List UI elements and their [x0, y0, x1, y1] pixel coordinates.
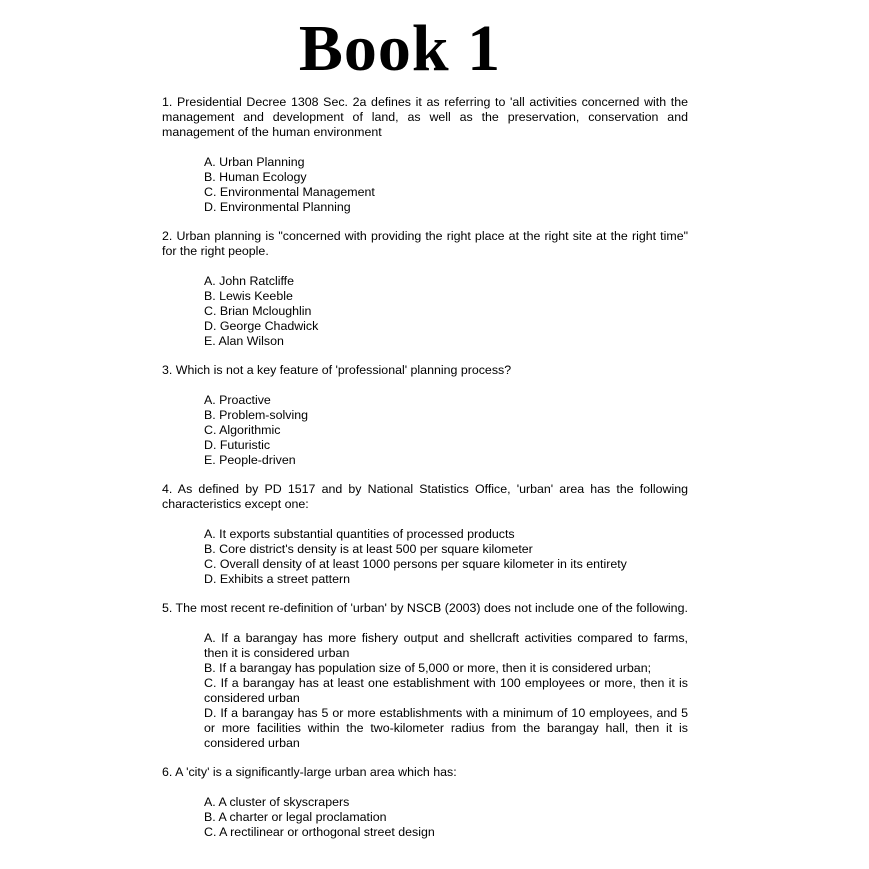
- option-c: C. Overall density of at least 1000 persons per square kilometer in its entirety: [204, 556, 627, 571]
- option-c: C. Algorithmic: [204, 422, 281, 437]
- option-d: D. Exhibits a street pattern: [204, 571, 351, 586]
- option-a: A. It exports substantial quantities of processed products: [204, 526, 515, 541]
- question-text: 6. A 'city' is a significantly-large urban area which has:: [162, 765, 457, 779]
- option-a: A. Urban Planning: [204, 154, 305, 169]
- option-a: A. If a barangay has more fishery output and shellcraft activities compared to farms, then it is considered urban: [204, 630, 688, 660]
- page-title: Book 1: [298, 12, 502, 85]
- option-c: C. Environmental Management: [204, 184, 375, 199]
- option-list: [162, 393, 688, 468]
- question-4: [162, 482, 688, 587]
- option-d: D. Environmental Planning: [204, 199, 351, 214]
- option-b: B. Lewis Keeble: [204, 288, 293, 303]
- option-d: D. If a barangay has 5 or more establishments with a minimum of 10 employees, and 5 or more facilities within the two-kilometer radius from the barangay hall, then it is considered urban: [204, 705, 688, 750]
- question-5: [162, 601, 688, 751]
- option-b: B. If a barangay has population size of 5,000 or more, then it is considered urban;: [204, 660, 652, 675]
- question-text: 5. The most recent re-definition of 'urban' by NSCB (2003) does not include one of the following.: [162, 601, 688, 615]
- option-list: [162, 527, 688, 587]
- option-list: [162, 155, 688, 215]
- question-2: [162, 229, 688, 349]
- option-list: [162, 274, 688, 349]
- question-text: 1. Presidential Decree 1308 Sec. 2a defines it as referring to 'all activities concerned with the management and development of land, as well as the preservation, conservation and management of the human environment: [162, 95, 688, 139]
- option-e: E. People-driven: [204, 452, 296, 467]
- option-b: B. Core district's density is at least 500 per square kilometer: [204, 541, 533, 556]
- option-b: B. Human Ecology: [204, 169, 307, 184]
- option-a: A. John Ratcliffe: [204, 273, 294, 288]
- question-3: [162, 363, 688, 468]
- question-1: [162, 95, 688, 215]
- option-d: D. George Chadwick: [204, 318, 319, 333]
- option-list: [162, 795, 688, 840]
- option-c: C. If a barangay has at least one establishment with 100 employees or more, then it is considered urban: [204, 675, 688, 705]
- option-c: C. Brian Mcloughlin: [204, 303, 312, 318]
- question-text: 2. Urban planning is "concerned with providing the right place at the right site at the right time" for the right people.: [162, 229, 688, 258]
- option-c: C. A rectilinear or orthogonal street design: [204, 824, 435, 839]
- option-d: D. Futuristic: [204, 437, 271, 452]
- option-e: E. Alan Wilson: [204, 333, 284, 348]
- option-a: A. Proactive: [204, 392, 271, 407]
- question-text: 3. Which is not a key feature of 'professional' planning process?: [162, 363, 512, 377]
- option-a: A. A cluster of skyscrapers: [204, 794, 350, 809]
- question-text: 4. As defined by PD 1517 and by National Statistics Office, 'urban' area has the following characteristics except one:: [162, 482, 688, 511]
- option-b: B. A charter or legal proclamation: [204, 809, 387, 824]
- option-list: [162, 631, 688, 751]
- question-list: [162, 95, 688, 854]
- option-b: B. Problem-solving: [204, 407, 308, 422]
- question-6: [162, 765, 688, 840]
